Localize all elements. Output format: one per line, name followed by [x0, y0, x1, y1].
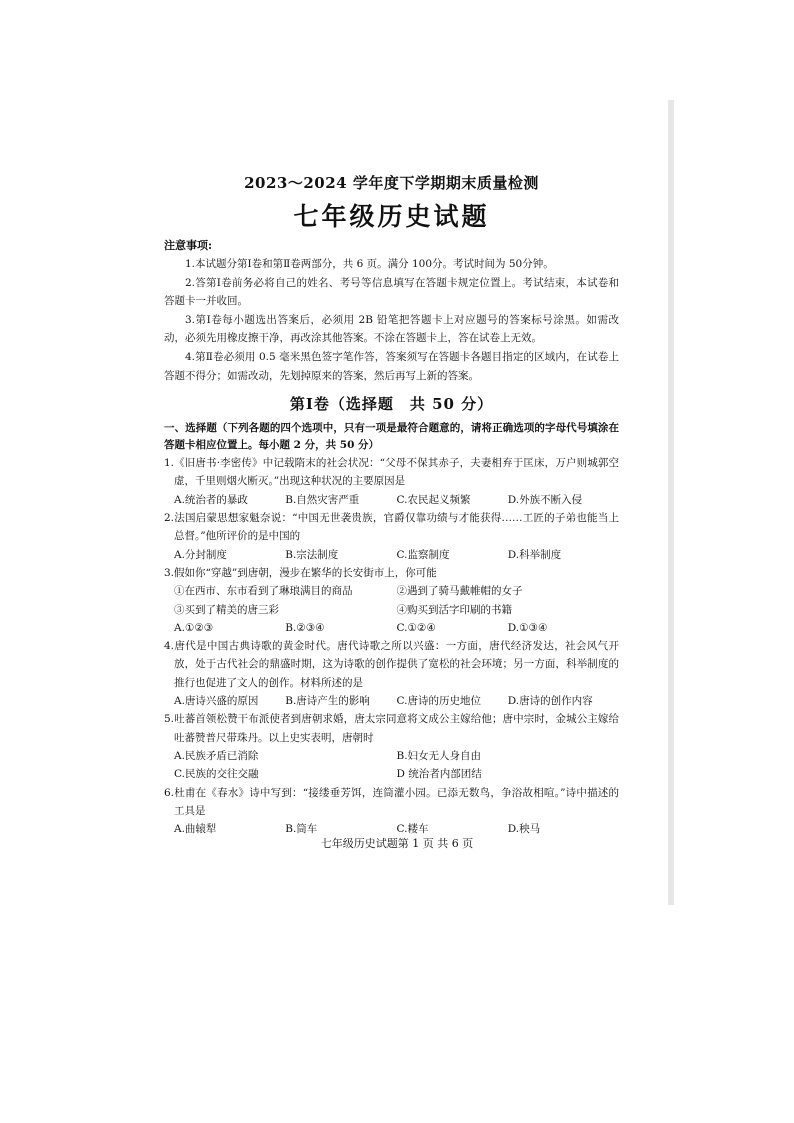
options-row [164, 747, 619, 765]
option-a: A.曲辕犁 [174, 823, 217, 836]
options-row [164, 491, 619, 509]
sub-item: ④购买到活字印刷的书籍 [396, 603, 512, 616]
option-c: C.唐诗的历史地位 [396, 695, 481, 708]
question-stem: 5.吐蕃首领松赞干布派使者到唐朝求婚，唐太宗同意将文成公主嫁给他；唐中宗时，金城公主嫁给吐蕃赞普尺带珠丹。以上史实表明，唐朝时 [164, 713, 619, 744]
notice-item: 2.答第Ⅰ卷前务必将自己的姓名、考号等信息填写在答题卡规定位置上。考试结束，本试卷和答题卡一并收回。 [164, 276, 619, 308]
sub-item: ③买到了精美的唐三彩 [174, 603, 279, 616]
option-a: A.民族矛盾已消除 [174, 749, 259, 762]
option-b: B.唐诗产生的影响 [285, 695, 370, 708]
notice-item: 3.第Ⅰ卷每小题选出答案后，必须用 2B 铅笔把答题卡上对应题号的答案标号涂黑。如需改动，必须先用橡皮擦干净，再改涂其他答案。不涂在答题卡上，答在试卷上无效。 [164, 313, 619, 345]
exam-sheet [164, 160, 619, 838]
sub-items-row [164, 601, 619, 619]
sub-item: ①在西市、东市看到了琳琅满目的商品 [174, 585, 353, 598]
notice-section [164, 237, 619, 385]
option-c: C.农民起义频繁 [396, 493, 471, 506]
sub-items-row [164, 582, 619, 600]
option-d: D.科举制度 [507, 548, 562, 561]
section-title: 第Ⅰ卷（选择题 共 50 分） [289, 395, 494, 414]
option-c: C.耧车 [396, 823, 429, 836]
question-5 [164, 710, 619, 783]
option-c: C.监察制度 [396, 548, 450, 561]
option-d: D.①③④ [507, 621, 548, 634]
option-b: B.妇女无人身自由 [396, 749, 482, 762]
option-c: C.民族的交往交融 [174, 768, 259, 781]
sub-item: ②遇到了骑马戴帷帽的女子 [396, 585, 523, 598]
option-a: A.统治者的暴政 [174, 493, 248, 506]
options-row [164, 546, 619, 564]
question-2 [164, 509, 619, 564]
question-stem: 1.《旧唐书·李密传》中记载隋末的社会状况：“父母不保其赤子，夫妻相弃于匡床，万户则城郭空虚，千里则烟火断灭。”出现这种状况的主要原因是 [164, 457, 619, 488]
question-1 [164, 454, 619, 509]
option-d: D.秧马 [507, 823, 541, 836]
option-b: B.宗法制度 [285, 548, 339, 561]
option-d: D 统治者内部团结 [396, 768, 482, 781]
question-4 [164, 637, 619, 710]
option-d: D.唐诗的创作内容 [507, 695, 593, 708]
question-stem: 6.杜甫在《春水》诗中写到：“接缕垂芳饵，连筒灌小园。已添无数鸟，争浴故相喧。”诗中描述的工具是 [164, 786, 619, 817]
options-row [164, 765, 619, 783]
option-b: B.自然灾害严重 [285, 493, 360, 506]
option-d: D.外族不断入侵 [507, 493, 583, 506]
option-c: C.①②④ [396, 621, 436, 634]
section-instructions: 一、选择题（下列各题的四个选项中，只有一项是最符合题意的，请将正确选项的字母代号填涂在答题卡相应位置上。每小题 2 分，共 50 分） [164, 422, 619, 452]
question-3 [164, 564, 619, 637]
option-a: A.分封制度 [174, 548, 227, 561]
notice-item: 1.本试题分第Ⅰ卷和第Ⅱ卷两部分，共 6 页。满分 100分。考试时间为 50分钟。 [185, 258, 554, 270]
notice-title: 注意事项: [164, 239, 213, 252]
exam-title: 2023～2024 学年度下学期期末质量检测 [244, 174, 539, 192]
notice-item: 4.第Ⅱ卷必须用 0.5 毫米黑色签字笔作答，答案须写在答题卡各题目指定的区域内，在试卷上答题不得分；如需改动，先划掉原来的答案，然后再写上新的答案。 [164, 350, 619, 382]
question-stem: 4.唐代是中国古典诗歌的黄金时代。唐代诗歌之所以兴盛：一方面，唐代经济发达，社会风气开放，处于古代社会的鼎盛时期，这为诗歌的创作提供了宽松的社会环境；另一方面，科举制度的推行也促进了文人的创作。材料所述的是 [164, 640, 619, 689]
question-6 [164, 784, 619, 839]
option-b: B.②③④ [285, 621, 325, 634]
option-b: B.筒车 [285, 823, 318, 836]
options-row [164, 692, 619, 710]
question-stem: 2.法国启蒙思想家魁奈说：“中国无世袭贵族，官爵仅靠功绩与才能获得……工匠的子弟也能当上总督。”他所评价的是中国的 [164, 512, 619, 543]
options-row [164, 619, 619, 637]
option-a: A.①②③ [174, 621, 214, 634]
subject-title: 七年级历史试题 [293, 202, 490, 231]
question-stem: 3.假如你“穿越”到唐朝，漫步在繁华的长安街市上，你可能 [164, 566, 437, 579]
page-footer: 七年级历史试题第 1 页 共 6 页 [320, 837, 474, 850]
option-a: A.唐诗兴盛的原因 [174, 695, 259, 708]
paper-edge-shadow [668, 100, 674, 905]
